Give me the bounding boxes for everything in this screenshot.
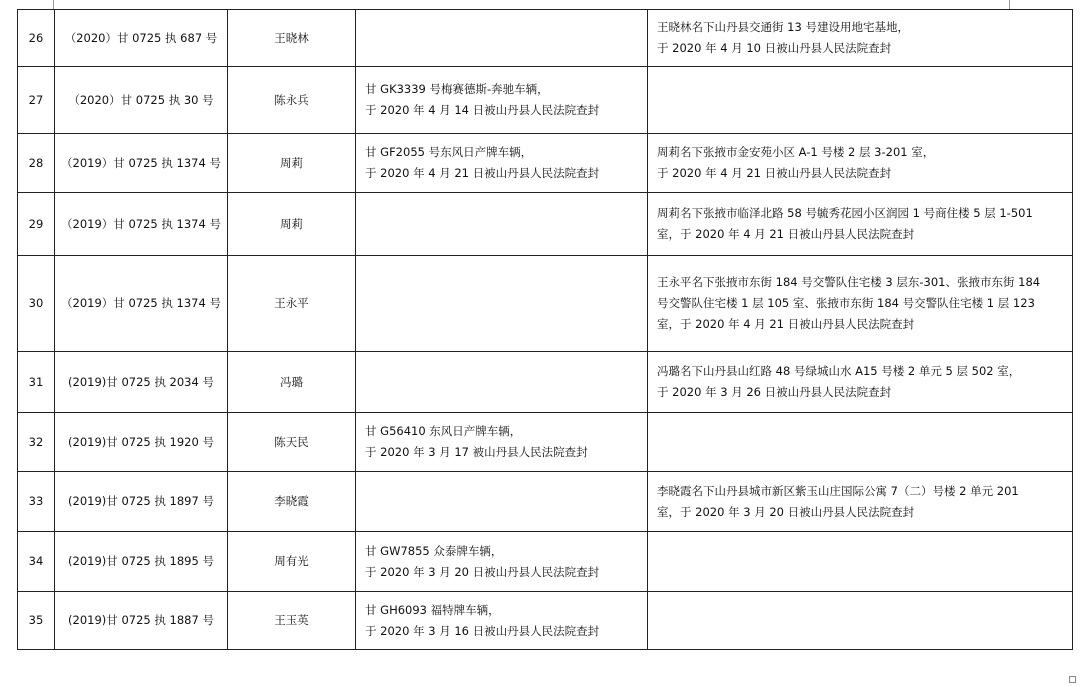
person-name: 陈天民: [228, 413, 356, 472]
vehicle-cell: 甘 GF2055 号东风日产牌车辆， 于 2020 年 4 月 21 日被山丹县人民法院查封: [356, 134, 648, 193]
case-number: (2019)甘 0725 执 1920 号: [55, 413, 228, 472]
table-row: [18, 193, 1073, 256]
row-number: 28: [18, 134, 55, 193]
vehicle-cell: 甘 GW7855 众泰牌车辆， 于 2020 年 3 月 20 日被山丹县人民法院查封: [356, 532, 648, 592]
vehicle-cell: 甘 G56410 东风日产牌车辆， 于 2020 年 3 月 17 被山丹县人民法院查封: [356, 413, 648, 472]
row-number: 26: [18, 10, 55, 67]
person-name: 王永平: [228, 256, 356, 352]
case-number: （2019）甘 0725 执 1374 号: [55, 256, 228, 352]
property-cell: 周莉名下张掖市金安苑小区 A-1 号楼 2 层 3-201 室， 于 2020 年 4 月 21 日被山丹县人民法院查封: [648, 134, 1073, 193]
property-cell: [648, 532, 1073, 592]
row-number: 32: [18, 413, 55, 472]
case-number: (2019)甘 0725 执 1897 号: [55, 472, 228, 532]
vehicle-cell: [356, 472, 648, 532]
property-cell: 冯璐名下山丹县山红路 48 号绿城山水 A15 号楼 2 单元 5 层 502 室， 于 2020 年 3 月 26 日被山丹县人民法院查封: [648, 352, 1073, 413]
crop-mark-right: [1009, 0, 1010, 9]
table-row: [18, 10, 1073, 67]
case-number: (2019)甘 0725 执 2034 号: [55, 352, 228, 413]
property-cell: [648, 67, 1073, 134]
property-cell: 王永平名下张掖市东街 184 号交警队住宅楼 3 层东-301、张掖市东街 184 号交警队住宅楼 1 层 105 室、张掖市东街 184 号交警队住宅楼 1 层 123 室，于 2020 年 4 月 21 日被山丹县人民法院查封: [648, 256, 1073, 352]
vehicle-cell: [356, 256, 648, 352]
row-number: 27: [18, 67, 55, 134]
property-cell: [648, 592, 1073, 650]
case-number: (2019)甘 0725 执 1887 号: [55, 592, 228, 650]
row-number: 33: [18, 472, 55, 532]
case-number: （2020）甘 0725 执 30 号: [55, 67, 228, 134]
case-number: (2019)甘 0725 执 1895 号: [55, 532, 228, 592]
table-row: [18, 352, 1073, 413]
table-row: [18, 532, 1073, 592]
crop-mark-left: [53, 0, 54, 9]
case-number: （2020）甘 0725 执 687 号: [55, 10, 228, 67]
row-number: 31: [18, 352, 55, 413]
vehicle-cell: [356, 10, 648, 67]
table-end-marker: [1069, 676, 1076, 683]
seizure-records-table: [17, 9, 1073, 650]
table-row: [18, 67, 1073, 134]
person-name: 李晓霞: [228, 472, 356, 532]
person-name: 周莉: [228, 193, 356, 256]
case-number: （2019）甘 0725 执 1374 号: [55, 193, 228, 256]
property-cell: 周莉名下张掖市临泽北路 58 号毓秀花园小区润园 1 号商住楼 5 层 1-501 室，于 2020 年 4 月 21 日被山丹县人民法院查封: [648, 193, 1073, 256]
person-name: 王晓林: [228, 10, 356, 67]
table-row: [18, 472, 1073, 532]
table-row: [18, 256, 1073, 352]
person-name: 周莉: [228, 134, 356, 193]
row-number: 30: [18, 256, 55, 352]
vehicle-cell: 甘 GH6093 福特牌车辆， 于 2020 年 3 月 16 日被山丹县人民法院查封: [356, 592, 648, 650]
table-row: [18, 592, 1073, 650]
person-name: 冯璐: [228, 352, 356, 413]
person-name: 王玉英: [228, 592, 356, 650]
property-cell: 王晓林名下山丹县交通街 13 号建设用地宅基地， 于 2020 年 4 月 10 日被山丹县人民法院查封: [648, 10, 1073, 67]
person-name: 周有光: [228, 532, 356, 592]
vehicle-cell: [356, 352, 648, 413]
vehicle-cell: 甘 GK3339 号梅赛德斯-奔驰车辆， 于 2020 年 4 月 14 日被山丹县人民法院查封: [356, 67, 648, 134]
case-number: （2019）甘 0725 执 1374 号: [55, 134, 228, 193]
row-number: 35: [18, 592, 55, 650]
property-cell: 李晓霞名下山丹县城市新区紫玉山庄国际公寓 7（二）号楼 2 单元 201 室，于 2020 年 3 月 20 日被山丹县人民法院查封: [648, 472, 1073, 532]
row-number: 29: [18, 193, 55, 256]
row-number: 34: [18, 532, 55, 592]
table-row: [18, 413, 1073, 472]
person-name: 陈永兵: [228, 67, 356, 134]
vehicle-cell: [356, 193, 648, 256]
table-row: [18, 134, 1073, 193]
property-cell: [648, 413, 1073, 472]
